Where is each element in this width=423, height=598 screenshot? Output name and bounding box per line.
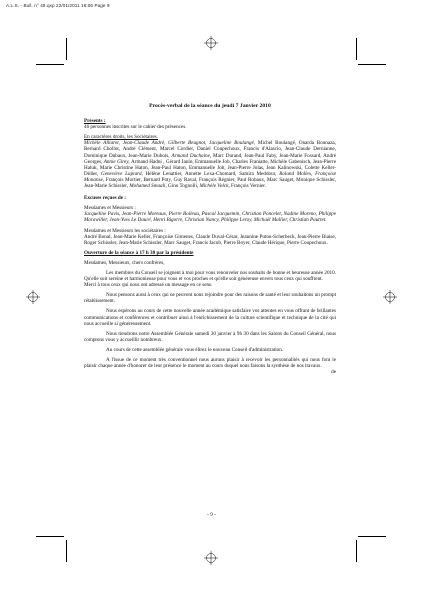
name-segment: Michèle Alliaret, Jean-Claude André, Gilberte Beugnot, Jacqueline Boulangé, bbox=[84, 140, 258, 147]
paragraph: Les membres du Conseil se joignent à moi pour vous renouveler nos souhaits de bonne et heureuse année 2010. Qu'elle soit sereine et harmonieuse pour vous et vos proches et qu'elle soit généreuse envers tous ceux qui souffrent. bbox=[84, 269, 336, 283]
excuses-group-2-names: André Bonal, Jean-Marie Keller, Françoise Gimenes, Claude Duval-César, Jeannine Puton-Scherbeck, Jean-Pierre Biaise, Roger Schissler, Jean-Marie Schissler, Marc Sauget, Francis Jacob, Pierre Boyer, Claude Hérique, Pierre Coupechoux. bbox=[84, 233, 336, 246]
registration-mark-left-icon bbox=[26, 290, 40, 304]
registration-mark-right-icon bbox=[383, 290, 397, 304]
crop-mark-bottom-right-h bbox=[358, 536, 386, 537]
crop-mark-top-right-h bbox=[358, 64, 386, 65]
page-number: - 9 - bbox=[207, 512, 216, 518]
name-segment: François Mortier, Bernard Poty, Guy Raval, François Régnier, Paul Robaux, Marc Sauget, Monique Schissler, Jean-Marie Schissler, bbox=[84, 176, 336, 190]
name-segment: Roland Mollex, Françoise Monanse, bbox=[84, 170, 336, 183]
excuses-group-1-label: Mesdames et Messieurs : bbox=[84, 205, 136, 212]
name-segment: Mohamed Smaali, bbox=[129, 183, 169, 190]
name-segment: Armand Hadni , Gérard Janin, Emmanuelle Job, Charles Franiatte, Michèle Gabenisch, Jean-Pierre Haluk, Marie Christine Haton, Jean-Paul Haton, Emmanuelle Job, Jean-Pierre Jolas, Jean Kalinowski, Colette Keller-Didier, bbox=[84, 158, 337, 177]
paragraph-continuation: de bbox=[331, 369, 336, 376]
excuses-group-1-names: Jacqueline Pavis, Jean-Pierre Moreaux, Pierre Boileau, Pascal Jacquemin, Christian Poncelet, Nadine Moreno, Philippe Morawiller, Jean-Yves Le Dauré, Henri Bigorre, Christian Nancy, Philippe Leroy, Michaël Mallier, Christian Pautret. bbox=[84, 211, 336, 224]
crop-mark-top-left-v bbox=[66, 38, 67, 60]
registration-mark-bottom-icon bbox=[204, 551, 218, 565]
page-title: Procès-verbal de la séance du jeudi 7 Janvier 2010 bbox=[149, 103, 271, 109]
name-segment: Hélène Lenattier, Annette Lexa-Chomard, Samira Meddour, bbox=[145, 170, 280, 177]
crop-mark-top-left-h bbox=[36, 64, 64, 65]
presents-subheading: En caractères droits, les Sociétaires. bbox=[84, 134, 158, 141]
crop-mark-top-right-v bbox=[356, 38, 357, 60]
excuses-heading: Excuses reçues de : bbox=[84, 195, 127, 202]
presents-heading: Présents : bbox=[84, 118, 106, 125]
paragraph: Au cours de cette assemblée générale vous élirez le nouveau Conseil d'administration. bbox=[106, 346, 284, 353]
name-segment: Michèle Volck, bbox=[199, 183, 231, 190]
paragraph: Merci à tous ceux qui nous ont adressé un message en ce sens. bbox=[84, 282, 213, 289]
paragraph: Nous pensons aussi à ceux qui ne peuvent nous rejoindre pour des raisons de santé et leur souhaitons un prompt rétablissement. bbox=[84, 292, 336, 305]
crop-mark-bottom-right-v bbox=[356, 540, 357, 562]
name-segment: Marc Durand, Jean-Paul Faby, Jean-Marie Fossard, André Georges, bbox=[84, 152, 337, 165]
name-segment: Geneviève Lapiard, bbox=[100, 170, 146, 177]
registration-mark-top-icon bbox=[204, 36, 218, 50]
paragraph: Nous espérons au cours de cette nouvelle année académique satisfaire vos attentes en vous offrant de brillantes communications et conférences et contribuer ainsi à l'enrichissement de la culture scientifique et technique de la cité qui nous accueille si généreusement. bbox=[84, 308, 336, 327]
paragraph: A l'issue de ce moment très conventionnel nous aurons plaisir à recevoir les personnalités qui nous font le plaisir chaque année d'honorer de leur présence le moment au cours duquel nous faisons la synthèse de nos travaux. bbox=[84, 357, 336, 370]
crop-mark-bottom-left-h bbox=[36, 536, 64, 537]
paragraph: Nous tiendrons notre Assemblée Générale samedi 30 janvier à 9h 30 dans les Salons du Conseil Général, nous comptons vous y accueillir nombreux. bbox=[84, 330, 336, 343]
document-body bbox=[84, 103, 336, 375]
ouverture-heading: Ouverture de la séance à 17 h 30 par la présidente bbox=[84, 249, 194, 256]
name-segment: Gino Tognolli, bbox=[168, 183, 200, 190]
salutation: Mesdames, Messieurs, chers confrères, bbox=[84, 259, 165, 266]
name-segment: Michel Boulangé, Onarda Bounaza, Bernard Chollot, André Clément, Marcel Cordier, Daniel Coupechoux, Francis d'Alascio, Jean-Claude Dernianne, Dominique Dubaux, Jean-Marie Dubois, bbox=[84, 140, 336, 159]
name-segment: François Vernier. bbox=[230, 183, 267, 190]
name-segment: Armand Duchaine, bbox=[171, 152, 214, 159]
excuses-group-2-label: Mesdames et Messieurs les sociétaires : bbox=[84, 227, 166, 234]
slug-line: A.L.S. - Bull. n° 49.qxp 22/01/2011 16:06 Page 9 bbox=[6, 3, 110, 8]
presents-count: 46 personnes inscrites sur le cahier des présences. bbox=[84, 124, 187, 131]
crop-mark-bottom-left-v bbox=[66, 540, 67, 562]
name-segment: Annie Girey, bbox=[103, 158, 132, 165]
presents-names bbox=[84, 140, 336, 189]
